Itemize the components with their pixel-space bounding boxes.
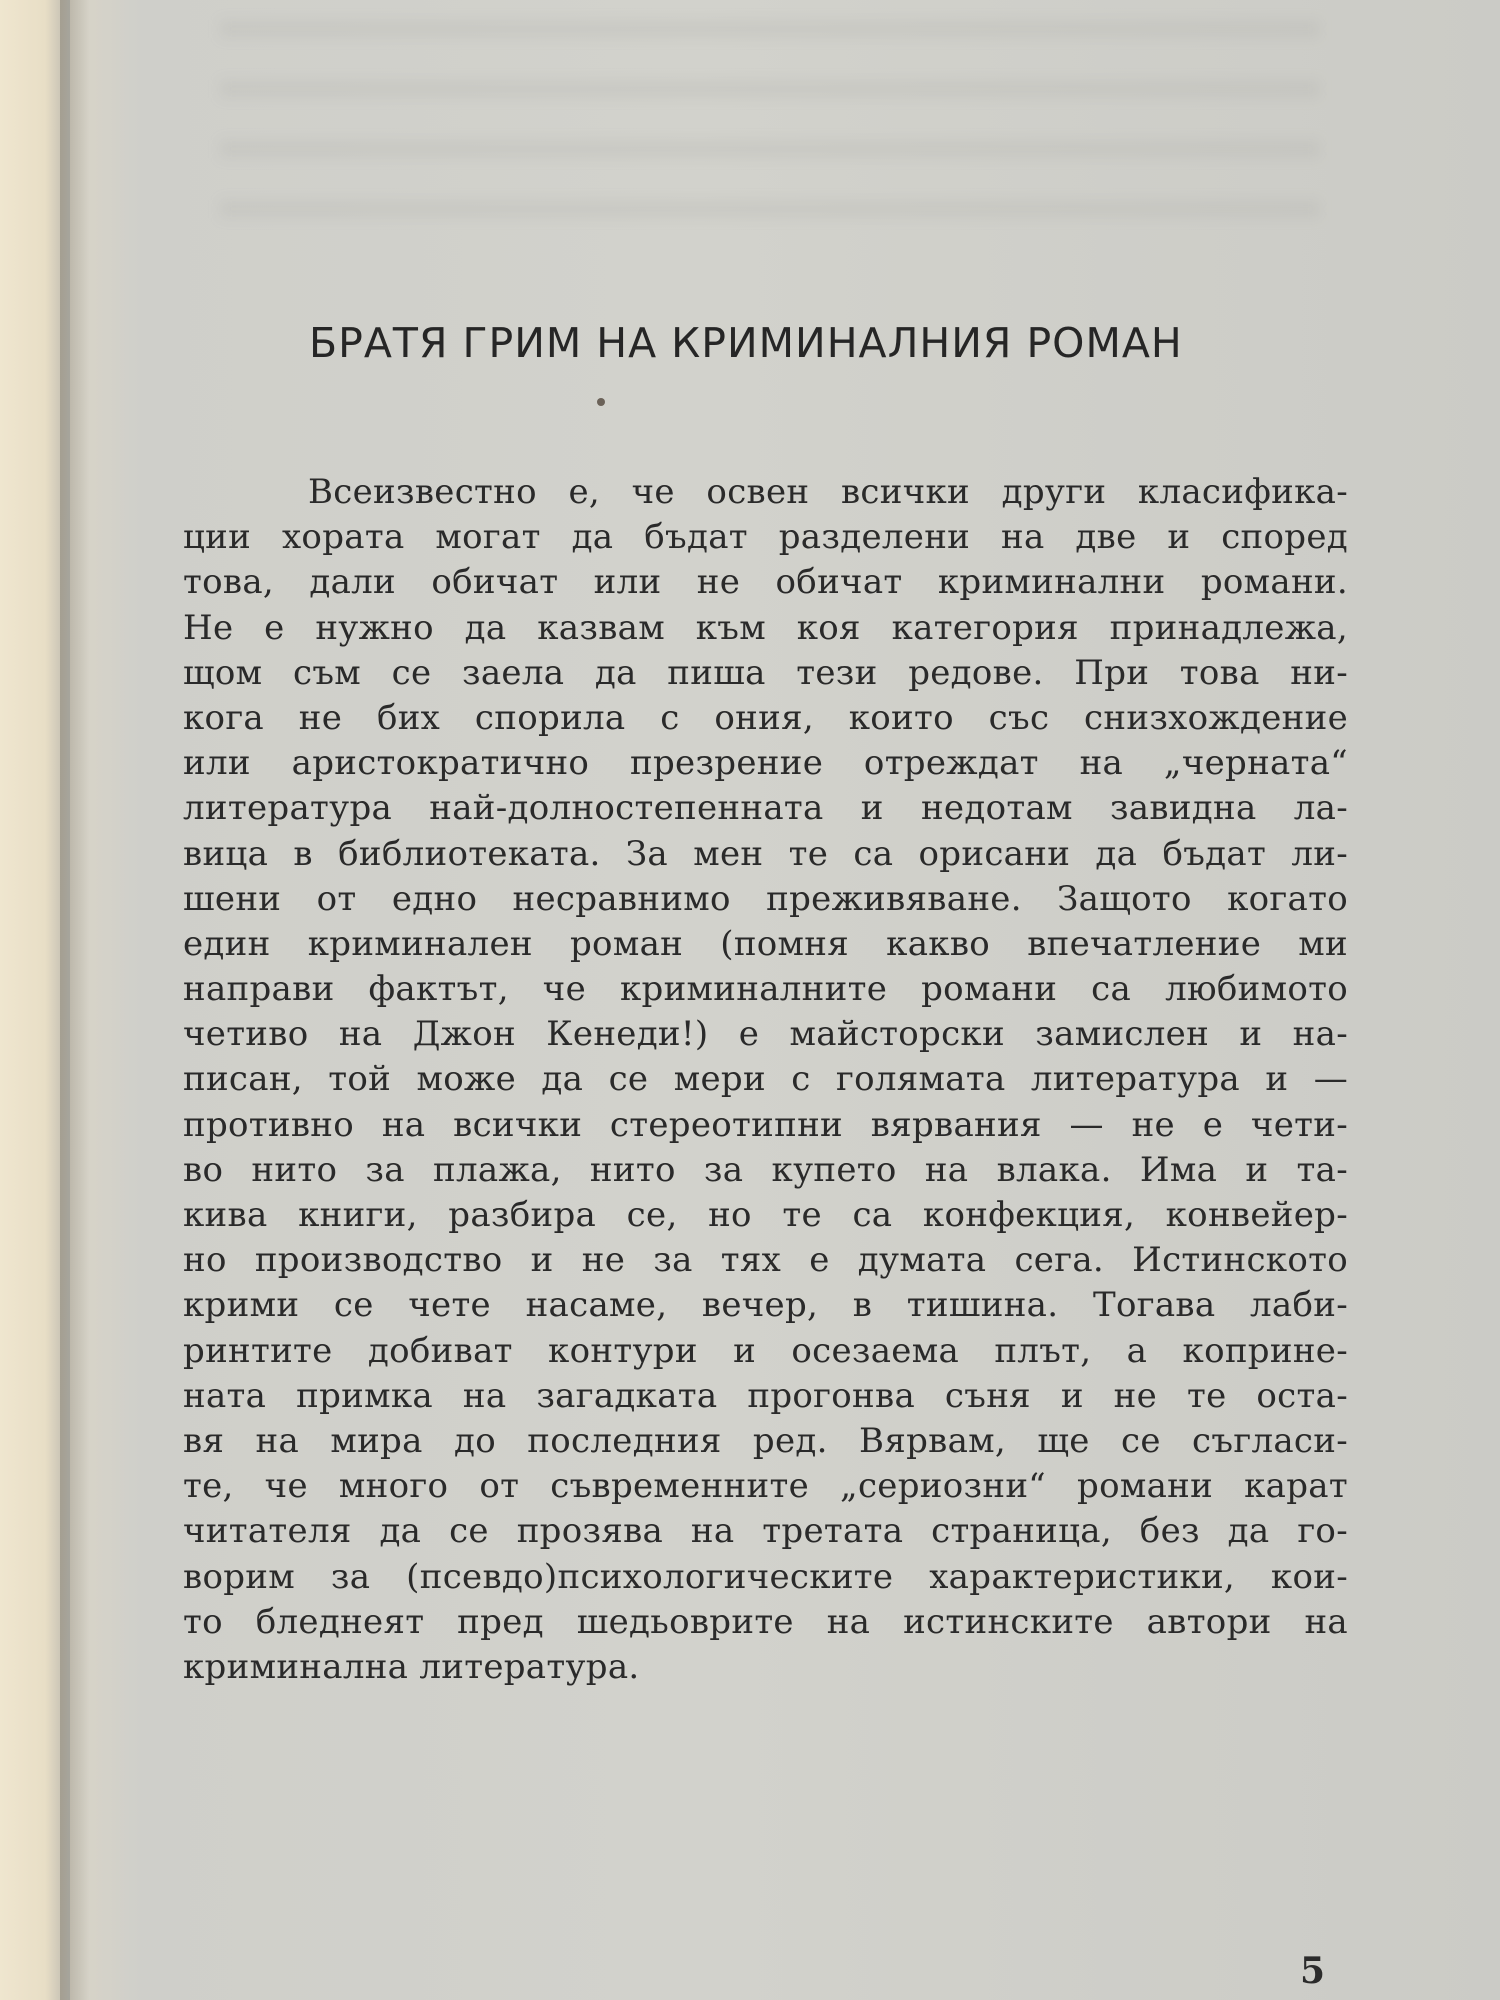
- text-line: то бледнеят пред шедьоврите на истинските автори на: [183, 1601, 1348, 1642]
- text-line: Всеизвестно е, че освен всички други класифика-: [308, 472, 1348, 512]
- body-paragraph: [183, 470, 1348, 1690]
- text-line: литература най-долностепенната и недотам завидна ла-: [183, 788, 1348, 829]
- text-line: вя на мира до последния ред. Вярвам, ще се съгласи-: [183, 1420, 1348, 1461]
- text-line: направи фактът, че криминалните романи са любимото: [183, 969, 1348, 1010]
- chapter-title: БРАТЯ ГРИМ НА КРИМИНАЛНИЯ РОМАН: [309, 319, 1183, 367]
- text-line: ции хората могат да бъдат разделени на две и според: [183, 517, 1348, 558]
- text-line: Не е нужно да казвам към коя категория принадлежа,: [183, 607, 1348, 648]
- text-line: или аристократично презрение отреждат на „черната“: [183, 743, 1348, 784]
- page-number: 5: [1300, 1950, 1326, 1992]
- text-line: противно на всички стереотипни вярвания — не е чети-: [183, 1104, 1348, 1145]
- text-line: вица в библиотеката. За мен те са орисани да бъдат ли-: [183, 833, 1348, 874]
- spine-shadow: [60, 0, 90, 2000]
- text-line: шени от едно несравнимо преживяване. Защото когато: [183, 878, 1348, 919]
- show-through-text: [220, 20, 1320, 220]
- text-line: кива книги, разбира се, но те са конфекция, конвейер-: [183, 1195, 1348, 1235]
- text-line: писан, той може да се мери с голямата литература и —: [183, 1059, 1348, 1100]
- text-line: ворим за (псевдо)психологическите характеристики, кои-: [183, 1556, 1348, 1597]
- text-line: но производство и не за тях е думата сега. Истинското: [183, 1240, 1348, 1281]
- text-line: щом съм се заела да пиша тези редове. При това ни-: [183, 652, 1348, 693]
- text-line: това, дали обичат или не обичат криминални романи.: [183, 562, 1348, 603]
- page-text-block: [183, 318, 1348, 1690]
- text-line: кога не бих спорила с ония, които със снизхождение: [183, 697, 1348, 738]
- text-line: един криминален роман (помня какво впечатление ми: [183, 923, 1348, 964]
- text-line: ринтите добиват контури и осезаема плът, а коприне-: [183, 1330, 1348, 1371]
- text-line: ната примка на загадката прогонва съня и не те оста-: [183, 1375, 1348, 1416]
- text-line: во нито за плажа, нито за купето на влака. Има и та-: [183, 1149, 1348, 1190]
- text-line: читателя да се прозява на третата страница, без да го-: [183, 1511, 1348, 1552]
- text-line: криминална литература.: [183, 1646, 640, 1687]
- text-line: четиво на Джон Кенеди!) е майсторски замислен и на-: [183, 1014, 1348, 1055]
- text-line: крими се чете насаме, вечер, в тишина. Тогава лаби-: [183, 1285, 1348, 1326]
- text-line: те, че много от съвременните „сериозни“ романи карат: [183, 1466, 1348, 1507]
